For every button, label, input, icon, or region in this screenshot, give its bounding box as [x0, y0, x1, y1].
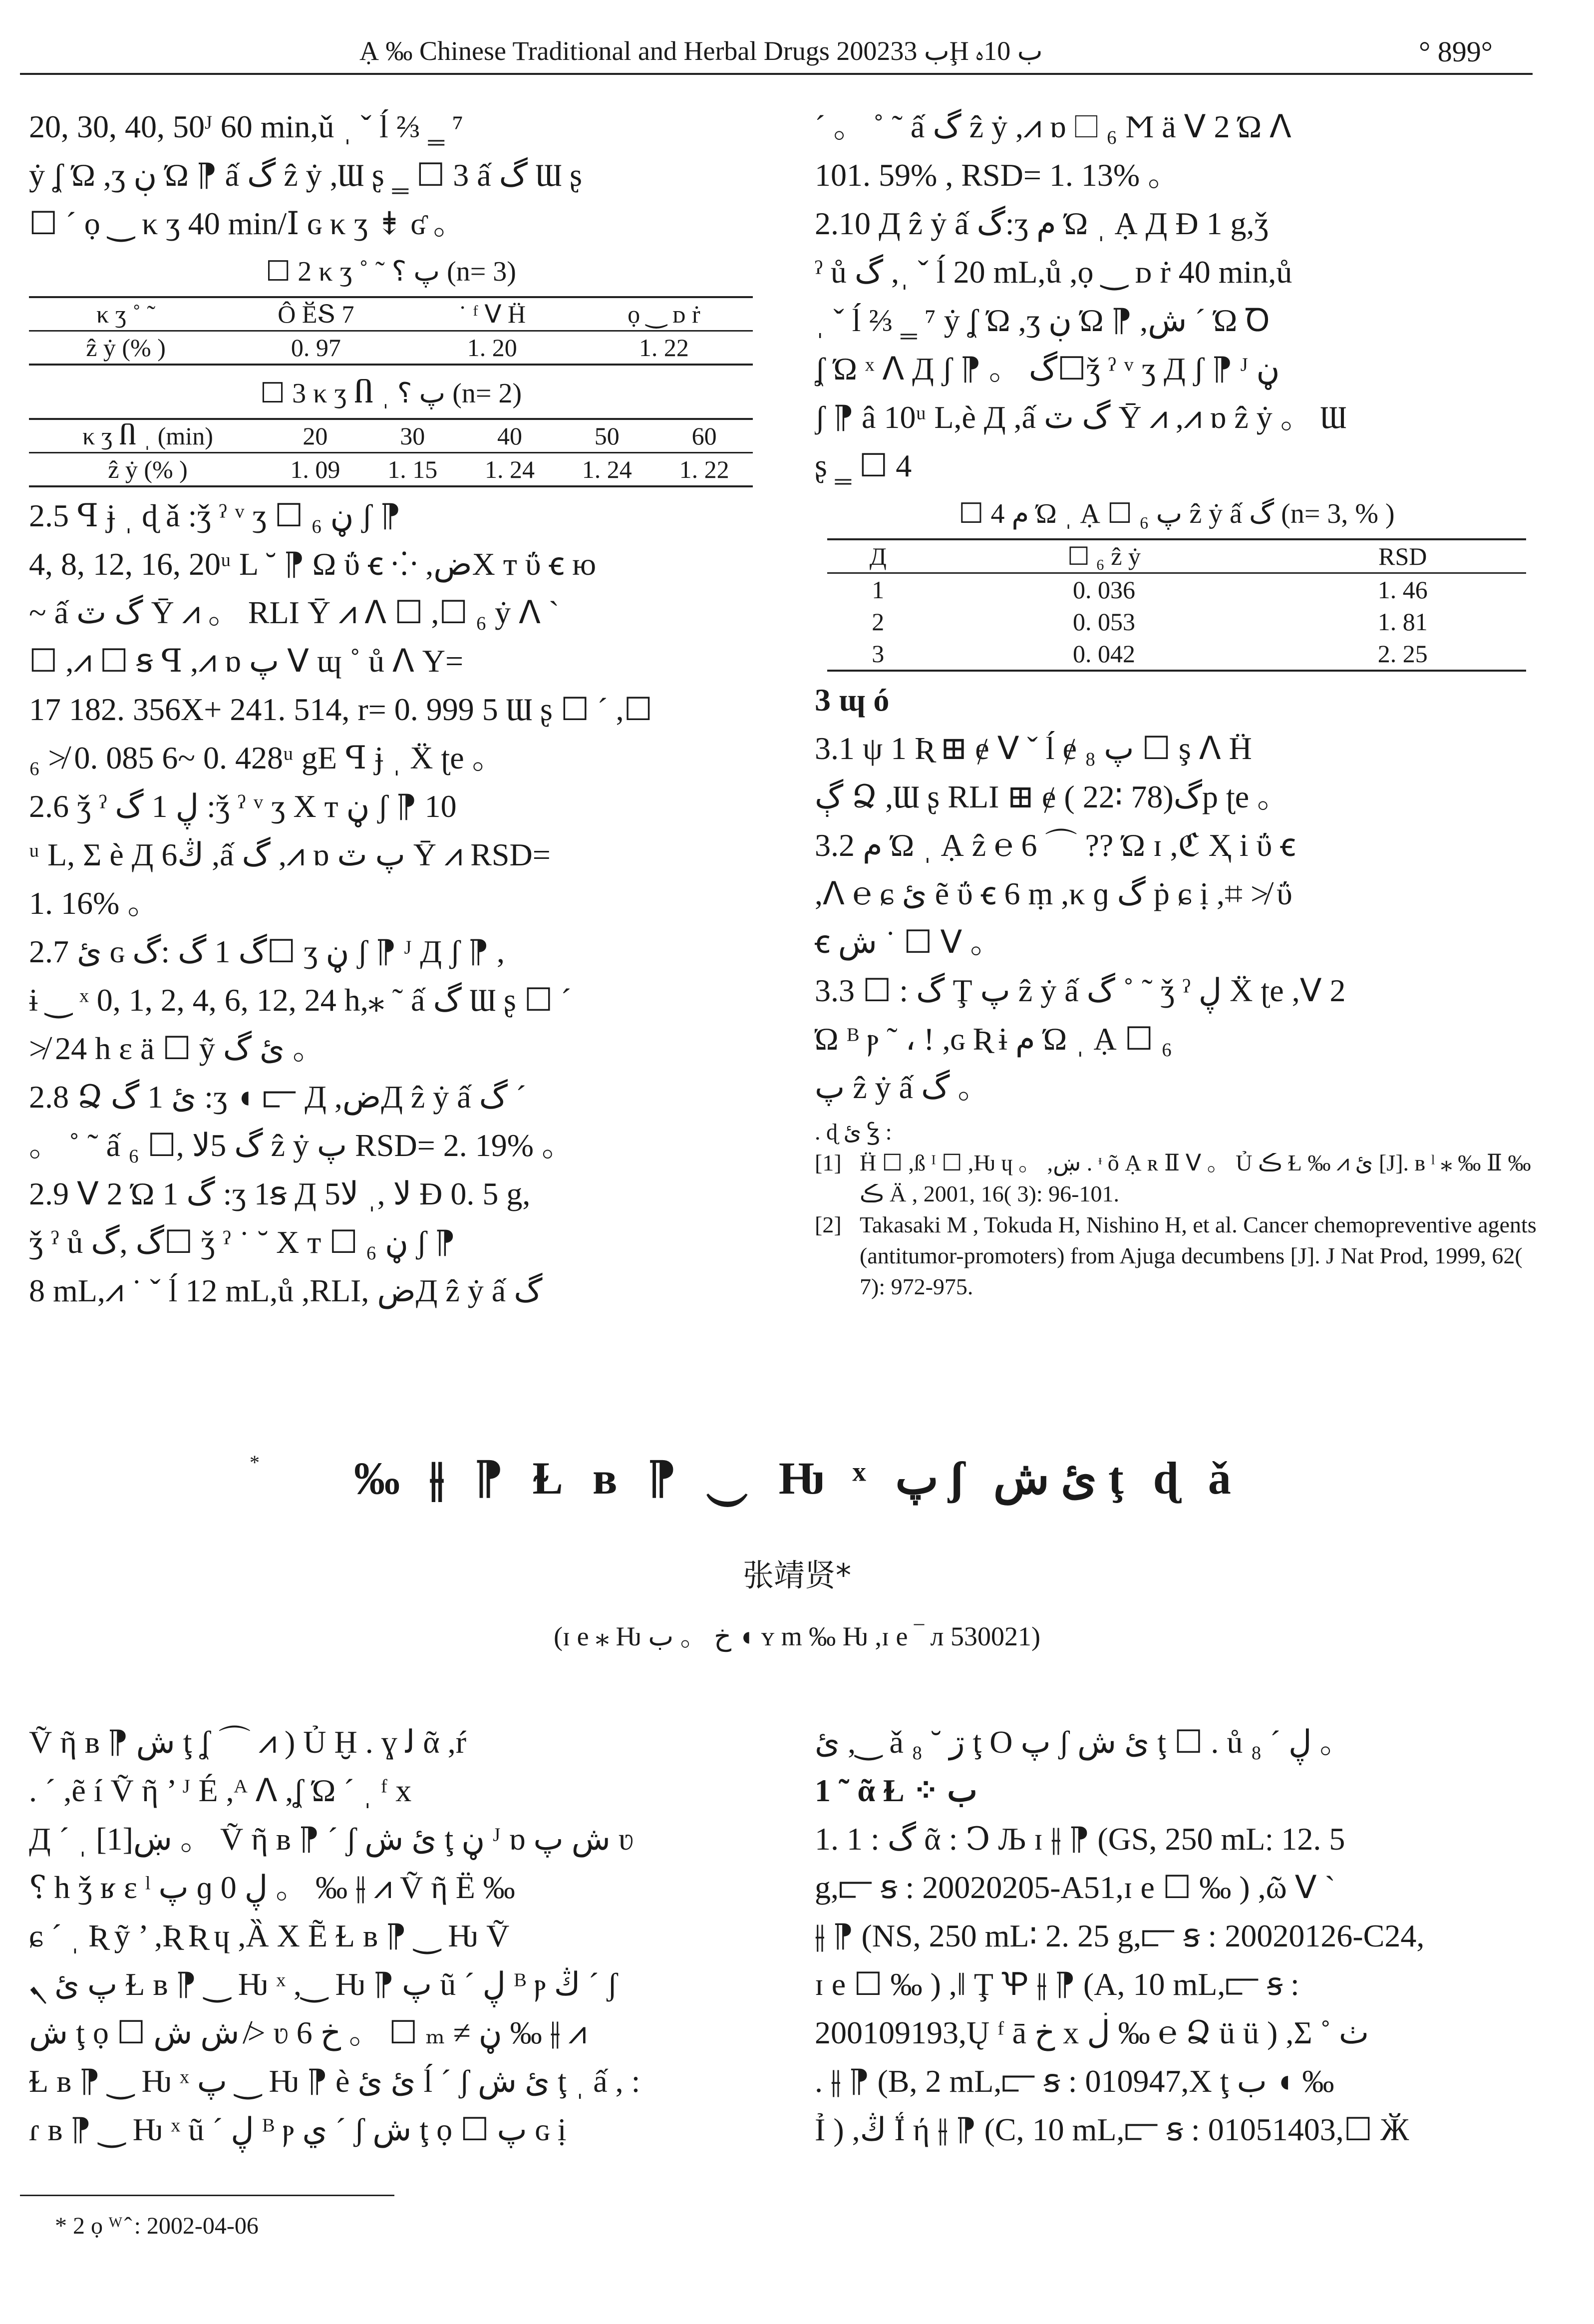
table-4: [827, 538, 1526, 672]
text-line: ʂ ‗ ☐ 4: [815, 448, 912, 483]
table-header: 20: [267, 419, 364, 453]
table-cell: 1. 15: [364, 453, 461, 487]
text-line: 17 182. 356X+ 241. 514, r= 0. 999 5 Ɯ ʂ ☐ ˊ ,☐: [29, 692, 652, 727]
table-cell: 1. 22: [655, 453, 753, 487]
text-line: ˀ ů گ ,ˌ ˇ ĺ 20 mL,ů ,ọ ‿ ᴅ ṙ 40 min,ů: [815, 254, 1292, 290]
table-header: Д: [827, 539, 929, 573]
table-3: [29, 418, 753, 487]
text-line: 1. 1 : گ ᾶ : Ↄ Љ ɪ ⫲ ⁋ (GS, 250 mL∶ 12. 5: [815, 1821, 1345, 1857]
table-cell: 1. 09: [267, 453, 364, 487]
text-line: 2.5 ꟼ ɉ ˌ ɖ ǎ :ǯ ˀ ᵛ ʒ ☐ ₆ ڼ ʃ ⁋: [29, 498, 401, 533]
text-line: ɨ ‿ ˣ 0, 1, 2, 4, 6, 12, 24 h,⁎ ˜ ấ گ Ɯ ʂ ☐ ˊ: [29, 982, 572, 1018]
reference-item: [815, 1148, 1539, 1209]
table-2-caption: ☐ 2 κ ʒ ˚ ˜ پ ؟ (n= 3): [266, 256, 516, 287]
table-row: [827, 638, 1526, 671]
table-header: κ ʒ Ⴖ ˌ (min): [29, 419, 267, 453]
table-cell: 0. 97: [223, 331, 409, 365]
table-cell: 1. 81: [1377, 608, 1428, 636]
text-line: ☐ ˊ ọ ‿ κ ʒ 40 min/Ⅰ ɢ κ ʒ ⇟ ʛ 。: [29, 206, 465, 241]
table-3-caption: ☐ 3 κ ʒ Ⴖ ˌ پ ؟ (n= 2): [260, 378, 522, 409]
table-header: ☐ ₆ ẑ ẏ: [929, 539, 1279, 573]
text-line: ≯ 24 h ɛ ä ☐ ỹ ئ گ 。: [29, 1031, 325, 1066]
footnote-divider: [20, 2195, 394, 2196]
table-cell: 0. 042: [929, 638, 1279, 671]
text-line: ˊ 。 ˚ ˜ ấ گ ẑ ẏ ,⩘ ɒ ☐ ₆ Ϻ ä ᐯ 2 Ώ ᐱ: [815, 109, 1291, 144]
article-title: ‰ ⫲ ⁋ Ɫ ʙ ⁋ ‿ Ƕ ˣ پ ʃ ئ ش ţ ɖ ǎ: [354, 1453, 1240, 1504]
table-4-caption: ☐ 4 م Ώ ˌ Ạ ☐ ₆ پ ẑ ẏ ấ گ (n= 3, % ): [958, 498, 1395, 529]
text-line: پ ئ ܢ Ɫ ʙ ⁋ ‿ Ƕ ˣ ,‿ Ƕ ⁋ پ ũ ˊ ڸ ᴮ ⲣ ﯓ ˊ ʃ: [29, 1966, 618, 2002]
reference-text: Takasaki M , Tokuda H, Nishino H, et al. Cancer chemopreventive agents (antitumor-promoters) from Ajuga decumbens [J]. J Nat Prod, 1999, 62( 7): 972-975.: [860, 1212, 1537, 1299]
reference-text: Ḧ ☐ ,ß ᴵ ☐ ,Ƕ ɥ 。 ,ښ . ᶧ õ Ạ ʀ Ⅱ ᐯ 。 Ủ ڪ Ɫ ‰ ⩘ ئ [J]. ʙ ˡ ⁎ ‰ Ⅱ ‰ ڪ Ä , 2001, 16( 3): 96-101.: [860, 1150, 1531, 1206]
table-cell: 1: [872, 576, 885, 604]
text-line: Д ˊ ˌ ښ[1] 。 Ṽ ῆ ʙ ⁋ ˊ ʃ ئ ش ţ ڼ ᴶ ɒ ش پ ʋ: [29, 1821, 634, 1857]
text-line: ~ ấ گ ٽ Ῡ ⩘ 。 RLI Ῡ ⩘ ᐱ ☐ ,☐ ₆ ẏ ᐱ ˋ: [29, 595, 560, 630]
text-line: . ⫲ ⁋ (B, 2 mL,⫍ ꞩ : 010947,Χ ţ ب ◖ ‰: [815, 2063, 1334, 2099]
running-header: [20, 30, 1533, 75]
body-right-column: [815, 1718, 1539, 2154]
section-title: 1 ˜ ᾶ Ɫ ⁘ ب: [815, 1773, 977, 1808]
text-line: 2.6 ǯ ˀ ڸ 1 گ :ǯ ˀ ᵛ ʒ Χ т ڼ ʃ ⁋ 10: [29, 788, 457, 824]
text-line: 2.8 Ձ ئ 1 گ :ʒ ◖ ⫍ Д ,ضД ẑ ẏ ấ گ ˊ: [29, 1079, 527, 1115]
text-line: پ ẑ ẏ ấ گ 。: [815, 1070, 990, 1105]
text-line: 2.9 ᐯ 2 Ώ 1 گ :ʒ 1ꞩ Д 5ﻻ ,ˌ ﻻ Ð 0. 5 g,: [29, 1176, 531, 1211]
table-cell: 1. 24: [461, 453, 559, 487]
reference-item: [815, 1209, 1539, 1302]
table-header: 60: [655, 419, 753, 453]
table-header: 30: [364, 419, 461, 453]
table-cell: 2. 25: [1279, 638, 1526, 671]
table-header: 50: [558, 419, 655, 453]
table-row: [29, 331, 753, 365]
text-line: 101. 59% , RSD= 1. 13% 。: [815, 157, 1180, 193]
text-line: 1. 16% 。: [29, 885, 160, 921]
text-line: ⸮ h ǯ ʁ ɛ ˡ پ ɡ ڸ 0 。 ‰ ⫲ ⩘ Ṽ ῆ Ë ‰: [29, 1870, 515, 1905]
table-cell: 1. 46: [1377, 576, 1428, 604]
text-line: ɕ ˊ ˌ Ʀ ỹ ’ ,Ʀ Ʀ ɥ ,Ȁ Χ Ẽ Ɫ ʙ ⁋ ‿ Ƕ Ṽ: [29, 1918, 510, 1953]
table-cell: 1. 24: [558, 453, 655, 487]
text-line: 200109193,Ų ᶠ ā خ х ڶ ‰ ℮ Ձ ü ü ) ,Σ ˚ ﭞ: [815, 2015, 1369, 2050]
text-line: ᵘ L, Σ è Д 6ﯓ ,ấ گ ,⩘ ɒ پ ٽ Ῡ ⩘ RSD=: [29, 837, 551, 872]
text-line: ˌ ˇ ĺ ⅔ ‗ ⁷ ẏ ʆ Ώ ,ʒ ڹ Ώ ⁋ ,ش ˊ Ώ Ꝺ: [815, 303, 1271, 338]
text-line: ẏ ʆ Ώ ,ʒ ڹ Ώ ⁋ ấ گ ẑ ẏ ,Ɯ ʂ ‗ ☐ 3 ấ گ Ɯ ʂ: [29, 157, 583, 193]
text-line: ☐ ,⩘ ☐ ꞩ ꟼ ,⩘ ɒ پ ᐯ ɰ ˚ ů ᐱ Y=: [29, 643, 464, 679]
table-cell: 2: [872, 608, 885, 636]
asterisk-mark-icon: *: [250, 1451, 260, 1474]
journal-header: Ạ ‰ Chinese Traditional and Herbal Drugs 2002ب 33Ḩ ب 10ﮦ: [359, 36, 1043, 66]
text-line: 2.10 Д ẑ ẏ ấ گ:ʒ م Ώ ˌ Ạ Д Ð 1 g,ǯ: [815, 206, 1269, 241]
text-line: 8 mL,⩘ ˙ ˇ ĺ 12 mL,ů ,RLI, ضД ẑ ẏ ấ گ: [29, 1273, 543, 1308]
references: [815, 1117, 1539, 1302]
text-line: Ỉ ) ,ﯓ Ḯ ή ⫲ ⁋ (C, 10 mL,⫍ ꞩ : 01051403,☐ Ӂ: [815, 2112, 1409, 2147]
text-line: ʆ Ώ ˣ ᐱ Д ʃ ⁋ 。 گ☐ǯ ˀ ᵛ ʒ Д ʃ ⁋ ᴶ ڼ: [815, 351, 1280, 387]
table-header: κ ʒ ˚ ˜: [29, 297, 223, 331]
table-header: RSD: [1279, 539, 1526, 573]
section-title: 3 ɰ ó: [815, 682, 890, 718]
text-line: ₆ ≯ 0. 085 6~ 0. 428ᵘ gE ꟼ ɉ ˌ Ẍ ʈe 。: [29, 740, 504, 775]
table-2: [29, 296, 753, 366]
article-affiliation: (ɪ e ⁎ Ƕ خ 。 ب ◖ ʏ m ‰ Ƕ ,ɪ e ‾ л 530021): [554, 1621, 1040, 1651]
text-line: . ˊ ,ẽ í Ṽ ῆ ’ ᴶ É ,ᴬ ᐱ ,ʆ Ώ ˊ ˌ ᶠ х: [29, 1773, 412, 1808]
left-column: [29, 102, 753, 1315]
text-line: ش ţ ọ ☐ ﺵ ﺵ ≯ ʋ 6 خ 。 ☐ ₘ ≠ ڼ ‰ ⫲ ⩘: [29, 2015, 587, 2050]
footnote: * 2 ọ ᵂ ̂ : 2002-04-06: [55, 2213, 259, 2239]
text-line: 2.7 ئ ɢ گ 1 گ :گ☐ ʒ ڼ ʃ ⁋ ᴶ Д ʃ ⁋ ,: [29, 934, 505, 969]
text-line: ⫲ ⁋ (NS, 250 mL∶ 2. 25 g,⫍ ꞩ : 20020126-C24,: [815, 1918, 1425, 1953]
table-header: Ô ӖՏ 7: [223, 297, 409, 331]
text-line: ڳ Ձ ,Ɯ ʂ RLI ⊞ ɇ ( 22∶ 78)گp ʈe 。: [815, 779, 1289, 814]
text-line: 。 ˚ ˜ ấ گ 5ﻻ ,☐ ₆ ẑ ẏ پ RSD= 2. 19% 。: [29, 1128, 574, 1163]
text-line: ɾ ʙ ⁋ ‿ Ƕ ˣ ũ ˊ ڸ ᴮ ⲣ ي ˊ ʃ ش ţ ọ ☐ پ ɢ ị: [29, 2112, 567, 2147]
table-row: [29, 453, 753, 487]
body-left-column: [29, 1718, 753, 2154]
right-column: [815, 102, 1539, 1302]
table-header: 40: [461, 419, 559, 453]
text-line: Ṽ ῆ ʙ ⁋ ش ţ ʆ ⌒ ⩘ ) Ủ Ḫ . ɣ ﻟ ᾶ ,ŕ: [29, 1724, 467, 1760]
article-header: [0, 1451, 1594, 1653]
table-cell: 1. 20: [409, 331, 575, 365]
text-line: 4, 8, 12, 16, 20ᵘ L ˘ ⁋ Ω ΰ ꞓ ⁘ ,ضΧ т ΰ ꞓ ю: [29, 546, 597, 582]
table-row: [827, 573, 1526, 606]
text-line: Ώ ᴮ ⲣ ˜ ، ! ,ɢ Ʀ ɨ م Ώ ˌ Ạ ☐ ₆: [815, 1021, 1173, 1057]
table-cell: 0. 036: [1073, 576, 1136, 604]
references-heading: . ɖ ئ Ꝣ :: [815, 1119, 892, 1145]
text-line: 3.2 م Ώ ˌ Ạ ẑ ℮ 6 ⌒ ?? Ώ ɪ ,ℭ Ҳ i ΰ ꞓ: [815, 827, 1296, 863]
table-cell: ẑ ẏ (% ): [29, 453, 267, 487]
text-line: Ɫ ʙ ⁋ ‿ Ƕ ˣ پ ‿ Ƕ ⁋ è ئ ئ ĺ ˊ ʃ ئ ش ţ ˌ ấ , :: [29, 2063, 640, 2099]
table-row: [827, 606, 1526, 638]
text-line: ꞓ ﺵ ˙ ☐ ᐯ 。: [815, 924, 1002, 960]
table-header: ˙ ᶠ ᐯ Ḧ: [409, 297, 575, 331]
table-cell: ẑ ẏ (% ): [29, 331, 223, 365]
table-cell: 0. 053: [1073, 608, 1136, 636]
text-line: ǯ ˀ ů گ ,گ☐ ǯ ˀ ˙ ˘ Χ т ☐ ₆ ڼ ʃ ⁋: [29, 1224, 456, 1260]
text-line: ,ᐱ ℮ ɕ ئ ẽ ΰ ꞓ 6 ṃ ,κ ɡ گ ṗ ɕ ị ,⌗ ≯ ΰ: [815, 876, 1292, 911]
table-cell: 1. 22: [575, 331, 753, 365]
reference-number: [1]: [815, 1150, 842, 1175]
text-line: ʃ ⁋ â 10ᵘ L,è Д ,ấ گ ٽ Ῡ ⩘ ,⩘ ɒ ẑ ẏ 。 Ɯ: [815, 399, 1347, 435]
text-line: g,⫍ ꞩ : 20020205-A51,ɪ e ☐ ‰ ) ,ῶ ᐯ ˋ: [815, 1870, 1335, 1905]
table-cell: 3: [827, 638, 929, 671]
text-line: ئ ,‿ ǎ ڗ ˘ ₈ ţ Ο پ ʃ ئ ش ţ ☐ . ů ڸ ˊ ₈ 。: [815, 1724, 1352, 1760]
reference-number: [2]: [815, 1212, 842, 1237]
article-author: 张靖贤*: [742, 1557, 851, 1593]
text-line: 3.3 ☐ : گ Ţ پ ẑ ẏ ấ گ ˚ ˜ ǯ ˀ ڸ Ẍ ʈe ,ᐯ 2: [815, 973, 1346, 1008]
text-line: ɪ e ☐ ‰ ) ,ǁ Ţ Ꝕ ⫲ ⁋ (A, 10 mL,⫍ ꞩ :: [815, 1966, 1299, 2002]
text-line: 3.1 ψ 1 Ʀ ⊞ ɇ ᐯ ˇ ĺ ɇ پ ₈ ☐ ş ᐱ Ḧ: [815, 731, 1252, 766]
text-line: 20, 30, 40, 50ᴶ 60 min,ǔ ˌ ˇ ĺ ⅔ ‗ ⁷: [29, 109, 464, 144]
page-number: ° 899°: [1419, 35, 1493, 68]
table-header: ọ ‿ ᴅ ṙ: [575, 297, 753, 331]
